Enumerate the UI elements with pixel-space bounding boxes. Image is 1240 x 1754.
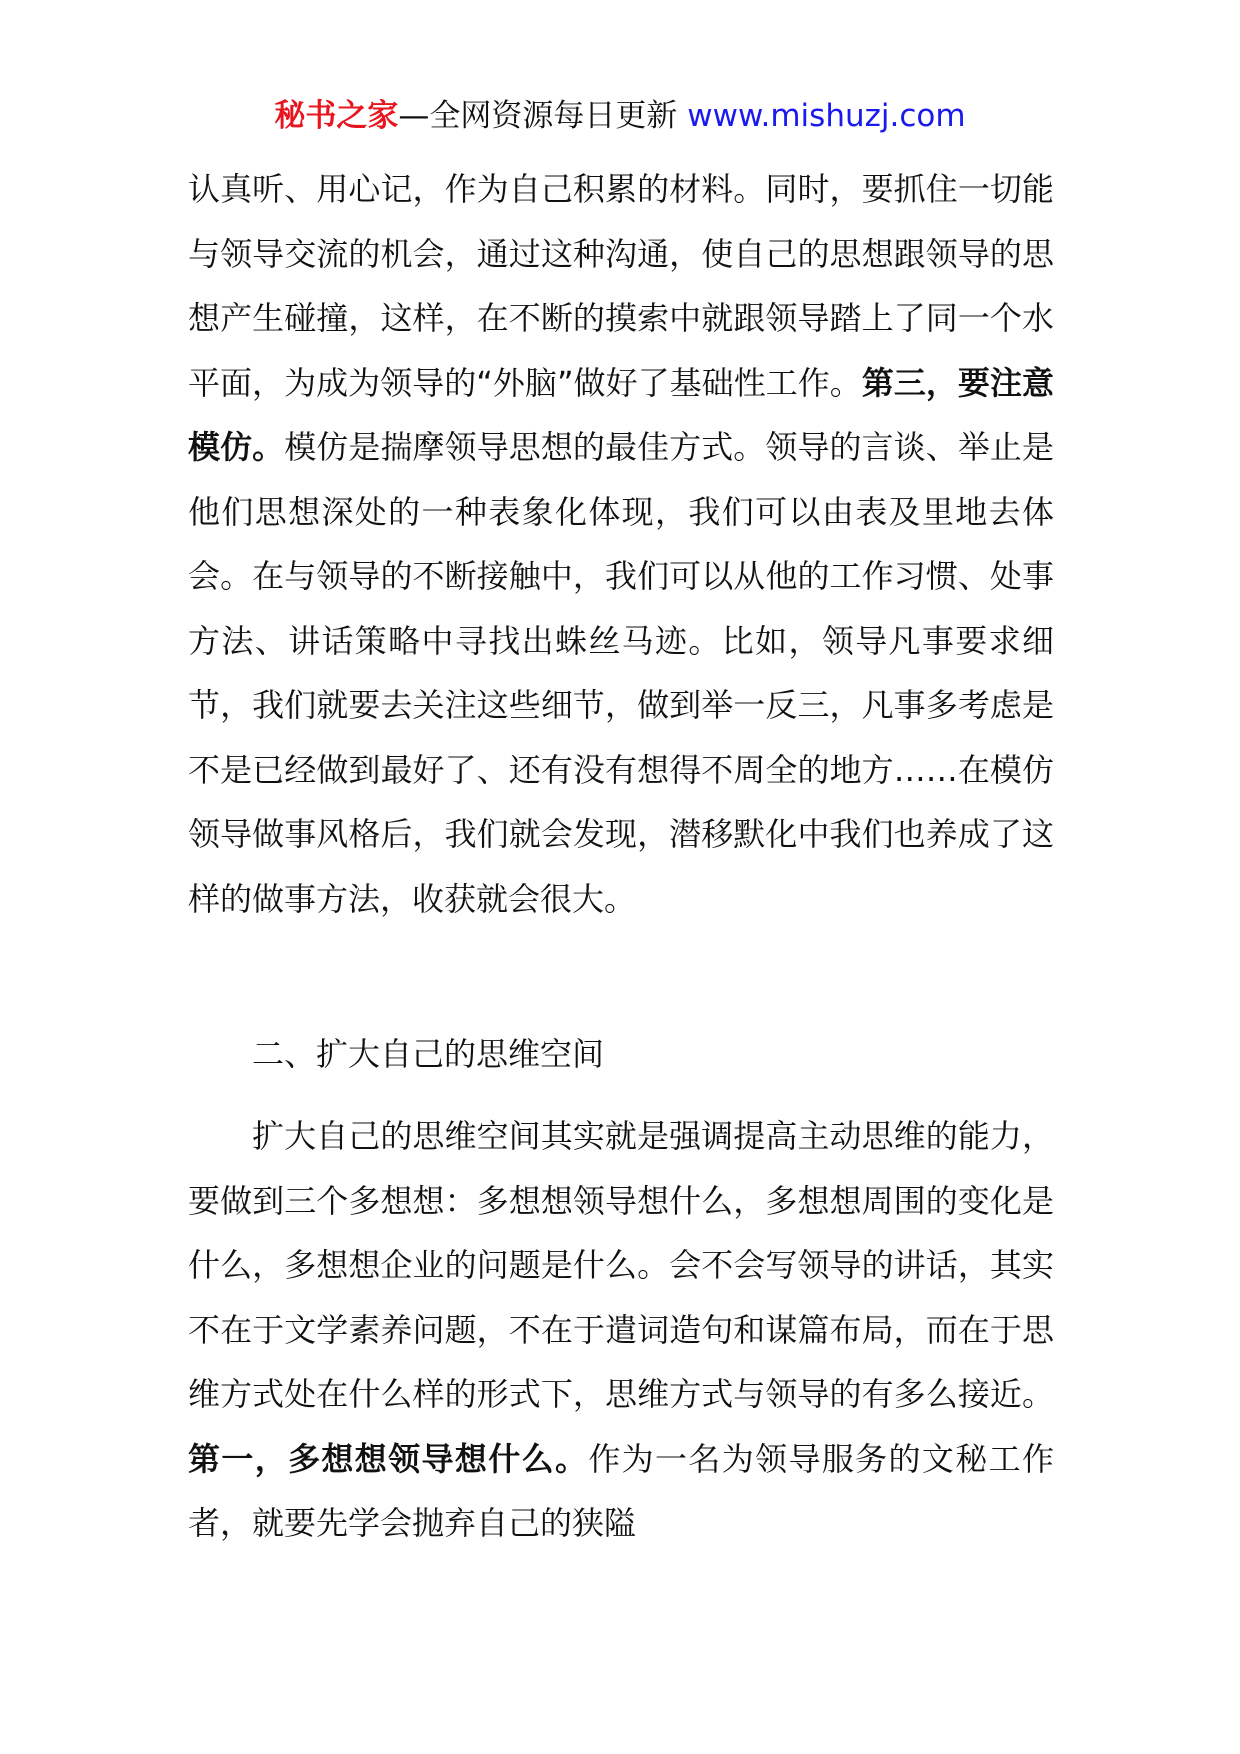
paragraph-2-text-a: 扩大自己的思维空间其实就是强调提高主动思维的能力，要做到三个多想想：多想想领导想什么，多想想周围的变化是什么，多想想企业的问题是什么。会不会写领导的讲话，其实不在于文学素养问题，不在于遣词造句和谋篇布局，而在于思维方式处在什么样的形式下，思维方式与领导的有多么接近。	[188, 1117, 1054, 1413]
header-tagline: —全网资源每日更新	[398, 98, 688, 134]
section-heading-2: 二、扩大自己的思维空间	[252, 1035, 605, 1073]
paragraph-2-text-b: 作为一名为领导服务的文秘工作者，就要先学会抛弃自己的狭隘	[188, 1439, 1054, 1542]
body-paragraph-2	[188, 1104, 1054, 1556]
paragraph-1-text-a: 认真听、用心记，作为自己积累的材料。同时，要抓住一切能与领导交流的机会，通过这种沟通，使自己的思想跟领导的思想产生碰撞，这样，在不断的摸索中就跟领导踏上了同一个水平面，为成为领导的“外脑”做好了基础性工作。	[188, 170, 1054, 402]
body-paragraph-1	[188, 157, 1054, 931]
paragraph-1-bold-point: 第三，要注意模仿。	[188, 363, 1054, 466]
paragraph-2-bold-point: 第一，多想想领导想什么。	[188, 1439, 589, 1478]
page-header	[0, 96, 1240, 136]
paragraph-1-text-b: 模仿是揣摩领导思想的最佳方式。领导的言谈、举止是他们思想深处的一种表象化体现，我们可以由表及里地去体会。在与领导的不断接触中，我们可以从他的工作习惯、处事方法、讲话策略中寻找出蛛丝马迹。比如，领导凡事要求细节，我们就要去关注这些细节，做到举一反三，凡事多考虑是不是已经做到最好了、还有没有想得不周全的地方……在模仿领导做事风格后，我们就会发现，潜移默化中我们也养成了这样的做事方法，收获就会很大。	[188, 428, 1054, 918]
brand-name: 秘书之家	[274, 98, 399, 134]
site-url-link[interactable]: www.mishuzj.com	[687, 98, 966, 134]
